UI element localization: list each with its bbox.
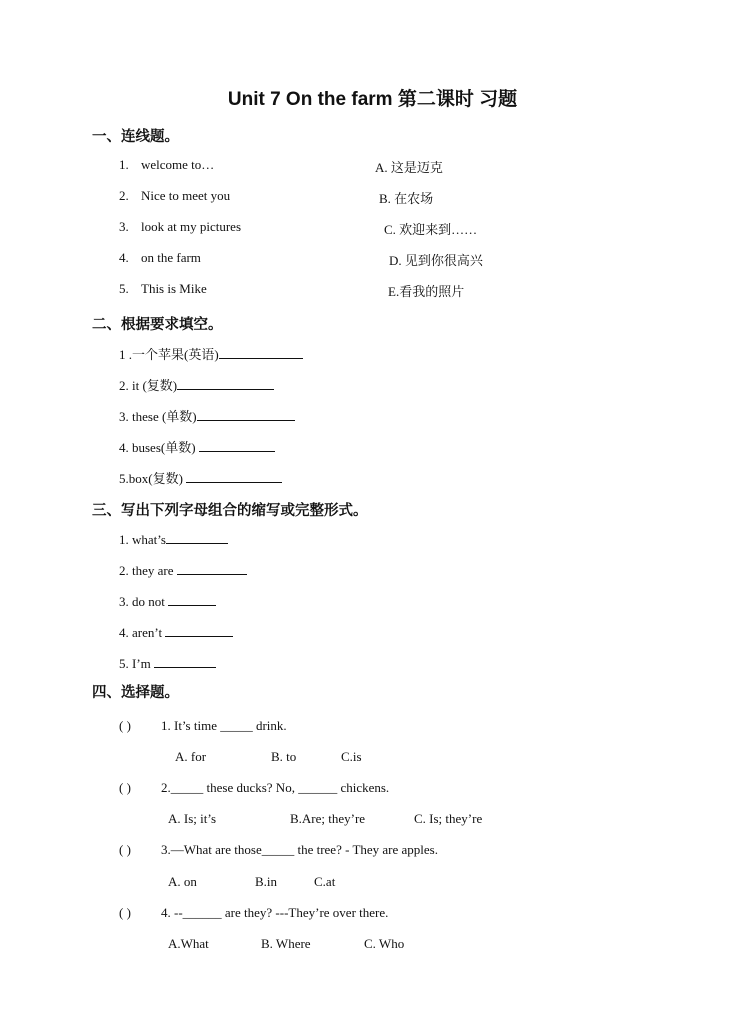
match-right-item: A. 这是迈克 <box>375 160 443 175</box>
option-b: B. to <box>271 749 297 764</box>
item-number: 4. <box>119 250 129 265</box>
answer-blank[interactable] <box>199 439 275 452</box>
fill-item-text: 3. these (单数) <box>119 409 197 424</box>
answer-blank[interactable] <box>186 470 282 483</box>
item-text: on the farm <box>141 250 201 265</box>
match-right-item: B. 在农场 <box>379 191 434 206</box>
match-right-item: C. 欢迎来到…… <box>384 222 478 237</box>
question-stem: 4. --______ are they? ---They’re over there. <box>161 905 389 920</box>
option-b: B.in <box>255 874 278 889</box>
contraction-item-text: 5. I’m <box>119 656 155 671</box>
section-heading-fill-blank: 二、根据要求填空。 <box>92 317 223 333</box>
item-number: 2. <box>119 188 129 203</box>
fill-item <box>119 344 303 363</box>
fill-item <box>119 375 274 394</box>
fill-item <box>119 468 282 487</box>
contraction-item-text: 1. what’s <box>119 532 166 547</box>
answer-bracket[interactable]: ( ) <box>119 842 131 857</box>
item-number: 3. <box>119 219 129 234</box>
contraction-item-text: 2. they are <box>119 563 177 578</box>
match-left-item <box>119 281 207 297</box>
option-c: C.is <box>341 749 362 764</box>
item-text: Nice to meet you <box>141 188 231 203</box>
question-stem: 2._____ these ducks? No, ______ chickens. <box>161 780 390 795</box>
match-right-item: D. 见到你很高兴 <box>389 253 483 268</box>
answer-blank[interactable] <box>177 377 274 390</box>
contraction-item <box>119 624 233 641</box>
option-a: A. Is; it’s <box>168 811 217 826</box>
question-stem: 1. It’s time _____ drink. <box>161 718 287 733</box>
option-c: C. Is; they’re <box>414 811 483 826</box>
answer-bracket[interactable]: ( ) <box>119 780 131 795</box>
option-c: C.at <box>314 874 336 889</box>
fill-item-text: 1 .一个苹果(英语) <box>119 347 219 362</box>
answer-blank[interactable] <box>177 562 247 575</box>
match-left-item <box>119 250 201 266</box>
option-c: C. Who <box>364 936 405 951</box>
section-heading-multiple-choice: 四、选择题。 <box>92 685 179 701</box>
answer-blank[interactable] <box>154 655 216 668</box>
answer-blank[interactable] <box>166 531 228 544</box>
item-number: 1. <box>119 157 129 172</box>
page-title: Unit 7 On the farm 第二课时 习题 <box>227 89 518 110</box>
contraction-item <box>119 655 216 672</box>
contraction-item <box>119 593 216 610</box>
item-number: 5. <box>119 281 129 296</box>
contraction-item <box>119 562 247 579</box>
fill-item-text: 2. it (复数) <box>119 378 178 393</box>
fill-item <box>119 406 295 425</box>
answer-bracket[interactable]: ( ) <box>119 905 131 920</box>
answer-bracket[interactable]: ( ) <box>119 718 131 733</box>
section-heading-contractions: 三、写出下列字母组合的缩写或完整形式。 <box>92 503 368 519</box>
match-left-item <box>119 219 241 235</box>
option-a: A. for <box>175 749 207 764</box>
contraction-item-text: 3. do not <box>119 594 169 609</box>
match-right-item: E.看我的照片 <box>388 284 465 299</box>
option-a: A.What <box>168 936 209 951</box>
answer-blank[interactable] <box>165 624 233 637</box>
answer-blank[interactable] <box>197 408 295 421</box>
match-left-item <box>119 157 214 173</box>
question-stem: 3.—What are those_____ the tree? - They are apples. <box>161 842 438 857</box>
match-left-item <box>119 188 230 204</box>
option-a: A. on <box>168 874 197 889</box>
option-b: B. Where <box>261 936 311 951</box>
contraction-item-text: 4. aren’t <box>119 625 166 640</box>
contraction-item <box>119 531 228 548</box>
section-heading-matching: 一、连线题。 <box>92 129 179 145</box>
item-text: look at my pictures <box>141 219 242 234</box>
fill-item-text: 5.box(复数) <box>119 471 187 486</box>
fill-item-text: 4. buses(单数) <box>119 440 199 455</box>
item-text: welcome to… <box>141 157 215 172</box>
item-text: This is Mike <box>141 281 207 296</box>
option-b: B.Are; they’re <box>290 811 366 826</box>
answer-blank[interactable] <box>219 346 303 359</box>
answer-blank[interactable] <box>168 593 216 606</box>
fill-item <box>119 437 275 456</box>
